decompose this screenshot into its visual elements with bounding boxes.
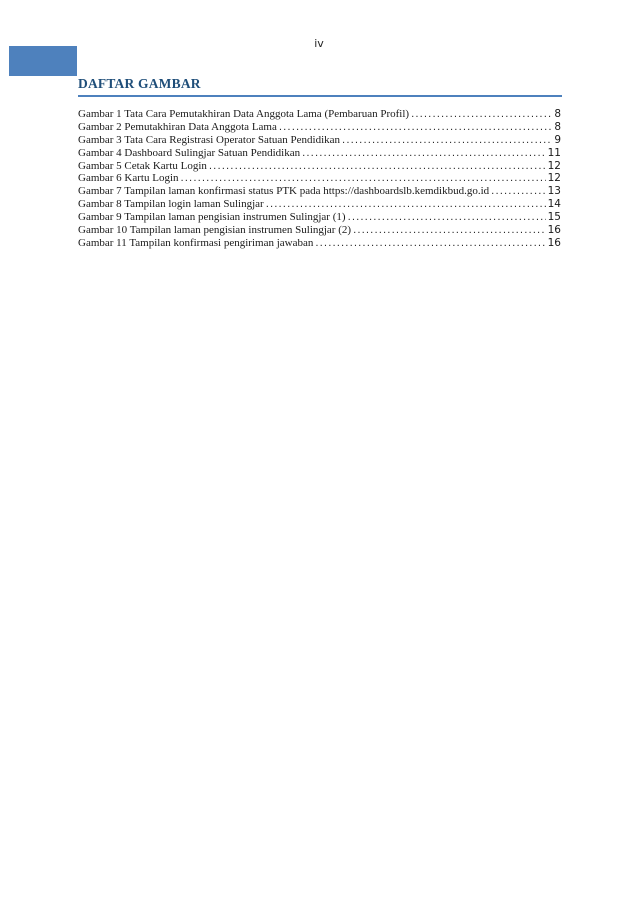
figure-entry[interactable] [78,172,561,185]
dot-leader [315,238,545,251]
heading-underline [78,95,562,97]
figure-entry[interactable] [78,211,561,224]
figure-list [78,108,561,250]
figure-page-number: 13 [547,185,561,198]
figure-page-number: 9 [554,133,561,146]
figure-entry[interactable] [78,185,561,198]
figure-title: Gambar 11 Tampilan konfirmasi pengiriman jawaban [78,236,314,249]
figure-entry[interactable] [78,237,561,250]
figure-entry[interactable] [78,198,561,211]
figure-page-number: 12 [547,172,561,185]
section-heading: DAFTAR GAMBAR [78,76,201,91]
figure-page-number: 8 [554,108,561,120]
figure-title: Gambar 1 Tata Cara Pemutakhiran Data Anggota Lama (Pembaruan Profil) [78,108,410,120]
figure-title: Gambar 5 Cetak Kartu Login [78,159,207,172]
figure-title: Gambar 9 Tampilan laman pengisian instrumen Sulingjar (1) [78,211,346,224]
figure-title: Gambar 4 Dashboard Sulingjar Satuan Pendidikan [78,146,301,159]
figure-entry[interactable] [78,134,561,147]
figure-title: Gambar 7 Tampilan laman konfirmasi status PTK pada https://dashboardslb.kemdikbud.go.id [78,185,490,198]
figure-title: Gambar 2 Pemutakhiran Data Anggota Lama [78,120,277,133]
figure-page-number: 11 [547,146,561,159]
page-number: iv [314,37,324,50]
header-accent-block [9,46,77,76]
dot-leader [302,148,546,161]
dot-leader [491,186,545,199]
figure-entry[interactable] [78,121,561,134]
dot-leader [348,212,546,225]
figure-page-number: 12 [547,159,561,172]
figure-page-number: 16 [547,236,561,249]
figure-page-number: 8 [554,120,561,133]
figure-page-number: 14 [547,198,561,211]
figure-title: Gambar 8 Tampilan login laman Sulingjar [78,198,264,211]
figure-entry[interactable] [78,108,561,121]
figure-title: Gambar 3 Tata Cara Registrasi Operator Satuan Pendidikan [78,133,341,146]
dot-leader [209,161,546,174]
figure-entry[interactable] [78,224,561,237]
dot-leader [353,225,546,238]
figure-entry[interactable] [78,147,561,160]
dot-leader [342,135,552,148]
figure-title: Gambar 10 Tampilan laman pengisian instrumen Sulingjar (2) [78,224,352,237]
dot-leader [411,109,552,122]
figure-title: Gambar 6 Kartu Login [78,172,179,185]
figure-page-number: 15 [547,211,561,224]
figure-page-number: 16 [547,224,561,237]
figure-entry[interactable] [78,160,561,173]
